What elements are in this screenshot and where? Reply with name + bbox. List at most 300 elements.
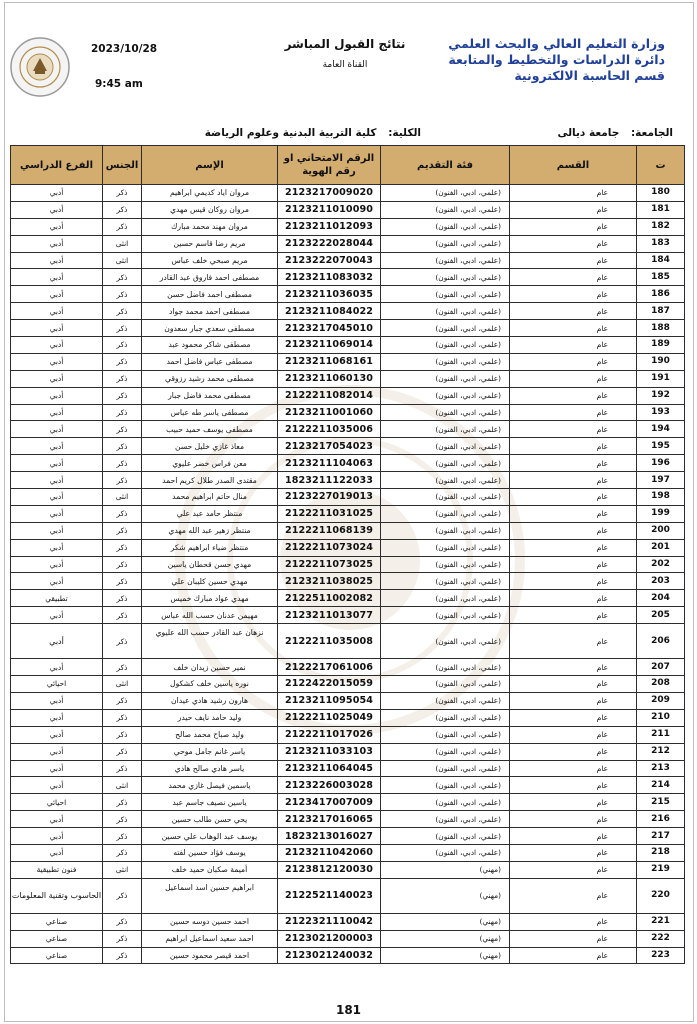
cell-branch: أدبي <box>11 828 103 845</box>
cell-name: يوسف فؤاد حسين لفته <box>142 844 278 861</box>
university-value: جامعة ديالى <box>557 127 620 139</box>
table-row <box>11 624 685 659</box>
cell-name: ياسر هادي صالح هادي <box>142 760 278 777</box>
cell-branch: أدبي <box>11 489 103 506</box>
cell-exam-no: 2123211010090 <box>278 201 381 218</box>
cell-category: (علمي، ادبي، الفنون) <box>381 489 510 506</box>
cell-branch: أدبي <box>11 726 103 743</box>
cell-category: (علمي، ادبي، الفنون) <box>381 235 510 252</box>
cell-dept: عام <box>510 252 637 269</box>
cell-branch: أدبي <box>11 185 103 202</box>
cell-gender: ذكر <box>103 743 142 760</box>
table-row <box>11 913 685 930</box>
cell-dept: عام <box>510 861 637 878</box>
cell-exam-no: 2123211069014 <box>278 337 381 354</box>
cell-gender: ذكر <box>103 353 142 370</box>
cell-branch: أدبي <box>11 472 103 489</box>
cell-dept: عام <box>510 404 637 421</box>
cell-exam-no: 2123211042060 <box>278 844 381 861</box>
header-ministry-block <box>425 36 665 84</box>
cell-branch: أدبي <box>11 539 103 556</box>
cell-name: مصطفى يوسف حميد حبيب <box>142 421 278 438</box>
cell-gender: ذكر <box>103 404 142 421</box>
table-row <box>11 947 685 964</box>
cell-exam-no: 2123021200003 <box>278 930 381 947</box>
cell-branch: أدبي <box>11 421 103 438</box>
cell-exam-no: 2122217061006 <box>278 659 381 676</box>
table-row <box>11 320 685 337</box>
cell-name: نمير حسين زيدان خلف <box>142 659 278 676</box>
cell-category: (علمي، ادبي، الفنون) <box>381 573 510 590</box>
cell-name: مهدي حسين كليبان علي <box>142 573 278 590</box>
cell-dept: عام <box>510 777 637 794</box>
cell-name: مصطفى احمد فاروق عبد القادر <box>142 269 278 286</box>
cell-category: (علمي، ادبي، الفنون) <box>381 320 510 337</box>
cell-name: مصطفى محمد فاضل جبار <box>142 387 278 404</box>
cell-exam-no: 2122211017026 <box>278 726 381 743</box>
cell-name: احمد قيصر محمود حسين <box>142 947 278 964</box>
cell-gender: ذكر <box>103 878 142 913</box>
cell-gender: ذكر <box>103 760 142 777</box>
cell-gender: ذكر <box>103 320 142 337</box>
cell-dept: عام <box>510 455 637 472</box>
cell-exam-no: 2123211104063 <box>278 455 381 472</box>
cell-category: (علمي، ادبي، الفنون) <box>381 811 510 828</box>
cell-gender: ذكر <box>103 472 142 489</box>
header-datetime <box>91 43 157 90</box>
cell-dept: عام <box>510 438 637 455</box>
table-row <box>11 709 685 726</box>
cell-branch: أدبي <box>11 286 103 303</box>
cell-exam-no: 2123211084022 <box>278 303 381 320</box>
cell-category: (علمي، ادبي، الفنون) <box>381 607 510 624</box>
cell-dept: عام <box>510 676 637 693</box>
table-row <box>11 743 685 760</box>
cell-dept: عام <box>510 659 637 676</box>
cell-branch: أدبي <box>11 811 103 828</box>
cell-name: نزهان عبد القادر حسب الله عليوي <box>142 624 278 659</box>
cell-dept: عام <box>510 844 637 861</box>
college-value: كلية التربية البدنية وعلوم الرياضة <box>204 127 377 139</box>
cell-no: 188 <box>637 320 685 337</box>
cell-gender: ذكر <box>103 337 142 354</box>
cell-branch: أدبي <box>11 337 103 354</box>
cell-gender: ذكر <box>103 947 142 964</box>
cell-name: مصطفى شاكر محمود عبد <box>142 337 278 354</box>
cell-no: 206 <box>637 624 685 659</box>
cell-exam-no: 2122521140023 <box>278 878 381 913</box>
cell-no: 213 <box>637 760 685 777</box>
cell-name: يوسف عبد الوهاب علي حسين <box>142 828 278 845</box>
cell-name: منتظر زهير عبد الله مهدي <box>142 522 278 539</box>
channel-subtitle: القناة العامة <box>322 60 368 70</box>
cell-no: 204 <box>637 590 685 607</box>
cell-category: (علمي، ادبي، الفنون) <box>381 692 510 709</box>
cell-branch: أدبي <box>11 573 103 590</box>
cell-no: 203 <box>637 573 685 590</box>
cell-no: 181 <box>637 201 685 218</box>
cell-dept: عام <box>510 913 637 930</box>
cell-name: يحي حسن طالب حسين <box>142 811 278 828</box>
cell-branch: أدبي <box>11 320 103 337</box>
cell-gender: ذكر <box>103 438 142 455</box>
cell-branch: أدبي <box>11 607 103 624</box>
cell-name: مهيمن عدنان حسب الله عباس <box>142 607 278 624</box>
cell-gender: ذكر <box>103 607 142 624</box>
cell-exam-no: 2123211012093 <box>278 218 381 235</box>
ministry-name: وزارة التعليم العالي والبحث العلمي <box>448 36 665 51</box>
cell-name: وليد صباح محمد صالح <box>142 726 278 743</box>
cell-exam-no: 2123211068161 <box>278 353 381 370</box>
cell-exam-no: 2123211060130 <box>278 370 381 387</box>
cell-no: 207 <box>637 659 685 676</box>
cell-name: مروان اياد كديمي ابراهيم <box>142 185 278 202</box>
cell-no: 191 <box>637 370 685 387</box>
cell-name: مريم صبحي خلف عباس <box>142 252 278 269</box>
cell-dept: عام <box>510 201 637 218</box>
cell-exam-no: 2123217045010 <box>278 320 381 337</box>
cell-no: 185 <box>637 269 685 286</box>
cell-name: منتظر حامد عبد علي <box>142 505 278 522</box>
cell-gender: ذكر <box>103 539 142 556</box>
cell-exam-no: 2123222028044 <box>278 235 381 252</box>
cell-category: (علمي، ادبي، الفنون) <box>381 522 510 539</box>
table-row <box>11 235 685 252</box>
cell-name: احمد سعيد اسماعيل ابراهيم <box>142 930 278 947</box>
cell-branch: أدبي <box>11 353 103 370</box>
cell-dept: عام <box>510 556 637 573</box>
cell-name: ياسر غانم جامل موحي <box>142 743 278 760</box>
cell-exam-no: 2123211001060 <box>278 404 381 421</box>
table-row <box>11 303 685 320</box>
cell-no: 180 <box>637 185 685 202</box>
cell-gender: ذكر <box>103 590 142 607</box>
cell-branch: صناعي <box>11 947 103 964</box>
cell-exam-no: 2122321110042 <box>278 913 381 930</box>
cell-name: مهدي عواد مبارك خميس <box>142 590 278 607</box>
cell-name: مصطفى محمد رشيد رزوقي <box>142 370 278 387</box>
table-row <box>11 421 685 438</box>
cell-category: (علمي، ادبي، الفنون) <box>381 387 510 404</box>
table-row <box>11 777 685 794</box>
cell-category: (علمي، ادبي، الفنون) <box>381 201 510 218</box>
cell-category: (علمي، ادبي، الفنون) <box>381 709 510 726</box>
cell-exam-no: 2122211031025 <box>278 505 381 522</box>
cell-category: (علمي، ادبي، الفنون) <box>381 421 510 438</box>
cell-dept: عام <box>510 573 637 590</box>
cell-no: 186 <box>637 286 685 303</box>
cell-no: 215 <box>637 794 685 811</box>
cell-gender: ذكر <box>103 692 142 709</box>
cell-exam-no: 2123211083032 <box>278 269 381 286</box>
cell-name: مقتدى الصدر طلال كريم احمد <box>142 472 278 489</box>
cell-branch: أدبي <box>11 743 103 760</box>
cell-category: (علمي، ادبي، الفنون) <box>381 726 510 743</box>
cell-exam-no: 2123812120030 <box>278 861 381 878</box>
cell-dept: عام <box>510 930 637 947</box>
cell-branch: الحاسوب وتقنية المعلومات <box>11 878 103 913</box>
cell-gender: انثى <box>103 777 142 794</box>
college-label: الكلية: <box>388 127 421 139</box>
cell-dept: عام <box>510 811 637 828</box>
table-row <box>11 692 685 709</box>
table-row <box>11 505 685 522</box>
cell-gender: انثى <box>103 489 142 506</box>
cell-name: مريم رضا قاسم حسين <box>142 235 278 252</box>
cell-gender: ذكر <box>103 421 142 438</box>
table-row <box>11 370 685 387</box>
table-body <box>11 185 685 964</box>
report-date: 2023/10/28 <box>91 43 158 55</box>
page-number: 181 <box>335 1003 362 1017</box>
cell-branch: أدبي <box>11 505 103 522</box>
cell-no: 196 <box>637 455 685 472</box>
cell-exam-no: 2123211033103 <box>278 743 381 760</box>
cell-gender: ذكر <box>103 269 142 286</box>
table-row <box>11 201 685 218</box>
cell-gender: ذكر <box>103 286 142 303</box>
col-header-exam-no: الرقم الامتحاني او رقم الهوية <box>278 146 381 185</box>
cell-branch: أدبي <box>11 844 103 861</box>
cell-exam-no: 2123417007009 <box>278 794 381 811</box>
cell-name: ياسين نصيف جاسم عبد <box>142 794 278 811</box>
cell-dept: عام <box>510 387 637 404</box>
cell-name: منتظر ضياء ابراهيم شكر <box>142 539 278 556</box>
cell-branch: أدبي <box>11 556 103 573</box>
cell-gender: انثى <box>103 252 142 269</box>
cell-no: 200 <box>637 522 685 539</box>
cell-category: (علمي، ادبي، الفنون) <box>381 624 510 659</box>
table-row <box>11 218 685 235</box>
cell-branch: أدبي <box>11 303 103 320</box>
cell-no: 221 <box>637 913 685 930</box>
cell-branch: أدبي <box>11 692 103 709</box>
cell-dept: عام <box>510 320 637 337</box>
cell-dept: عام <box>510 421 637 438</box>
cell-exam-no: 2123217054023 <box>278 438 381 455</box>
cell-dept: عام <box>510 337 637 354</box>
table-row <box>11 455 685 472</box>
table-row <box>11 404 685 421</box>
cell-exam-no: 2123222070043 <box>278 252 381 269</box>
cell-exam-no: 2123211064045 <box>278 760 381 777</box>
cell-branch: صناعي <box>11 930 103 947</box>
cell-category: (مهني) <box>381 913 510 930</box>
cell-dept: عام <box>510 624 637 659</box>
cell-dept: عام <box>510 505 637 522</box>
table-row <box>11 573 685 590</box>
cell-dept: عام <box>510 286 637 303</box>
cell-category: (علمي، ادبي، الفنون) <box>381 303 510 320</box>
cell-category: (علمي، ادبي، الفنون) <box>381 286 510 303</box>
cell-dept: عام <box>510 489 637 506</box>
cell-branch: أدبي <box>11 269 103 286</box>
cell-name: معن فراس خضر عليوي <box>142 455 278 472</box>
table-row <box>11 607 685 624</box>
table-row <box>11 337 685 354</box>
cell-category: (علمي، ادبي، الفنون) <box>381 556 510 573</box>
cell-name: مصطفى احمد فاضل حسن <box>142 286 278 303</box>
cell-dept: عام <box>510 539 637 556</box>
cell-name: منال حاتم ابراهيم محمد <box>142 489 278 506</box>
cell-exam-no: 2122211073024 <box>278 539 381 556</box>
cell-gender: ذكر <box>103 794 142 811</box>
cell-exam-no: 2122211073025 <box>278 556 381 573</box>
table-row <box>11 828 685 845</box>
cell-dept: عام <box>510 878 637 913</box>
cell-branch: أدبي <box>11 218 103 235</box>
cell-branch: أدبي <box>11 438 103 455</box>
cell-no: 201 <box>637 539 685 556</box>
cell-name: هارون رشيد هادي عيدان <box>142 692 278 709</box>
cell-exam-no: 2122511002082 <box>278 590 381 607</box>
cell-dept: عام <box>510 353 637 370</box>
cell-category: (علمي، ادبي، الفنون) <box>381 218 510 235</box>
cell-exam-no: 2123217009020 <box>278 185 381 202</box>
cell-no: 211 <box>637 726 685 743</box>
cell-no: 208 <box>637 676 685 693</box>
cell-category: (علمي، ادبي، الفنون) <box>381 659 510 676</box>
cell-no: 183 <box>637 235 685 252</box>
table-row <box>11 353 685 370</box>
table-row <box>11 472 685 489</box>
table-row <box>11 286 685 303</box>
university-label: الجامعة: <box>630 127 673 139</box>
table-row <box>11 489 685 506</box>
cell-exam-no: 2123211038025 <box>278 573 381 590</box>
cell-dept: عام <box>510 709 637 726</box>
cell-category: (علمي، ادبي، الفنون) <box>381 269 510 286</box>
cell-category: (علمي، ادبي، الفنون) <box>381 743 510 760</box>
cell-category: (علمي، ادبي، الفنون) <box>381 505 510 522</box>
cell-branch: أدبي <box>11 455 103 472</box>
directorate-name: دائرة الدراسات والتخطيط والمتابعة <box>448 52 665 67</box>
cell-no: 210 <box>637 709 685 726</box>
cell-branch: أدبي <box>11 522 103 539</box>
cell-gender: ذكر <box>103 505 142 522</box>
table-row <box>11 185 685 202</box>
table-row <box>11 387 685 404</box>
cell-no: 217 <box>637 828 685 845</box>
cell-gender: ذكر <box>103 811 142 828</box>
cell-branch: فنون تطبيقية <box>11 861 103 878</box>
cell-category: (علمي، ادبي، الفنون) <box>381 777 510 794</box>
cell-no: 218 <box>637 844 685 861</box>
cell-name: احمد حسين دوسه حسين <box>142 913 278 930</box>
cell-branch: أدبي <box>11 404 103 421</box>
cell-category: (علمي، ادبي، الفنون) <box>381 590 510 607</box>
cell-no: 198 <box>637 489 685 506</box>
table-row <box>11 844 685 861</box>
col-header-name: الإسم <box>142 146 278 185</box>
table-row <box>11 811 685 828</box>
cell-no: 222 <box>637 930 685 947</box>
cell-dept: عام <box>510 522 637 539</box>
cell-branch: أدبي <box>11 252 103 269</box>
cell-dept: عام <box>510 947 637 964</box>
cell-no: 194 <box>637 421 685 438</box>
cell-category: (علمي، ادبي، الفنون) <box>381 370 510 387</box>
cell-category: (علمي، ادبي، الفنون) <box>381 337 510 354</box>
table-header-row <box>11 146 685 185</box>
cell-branch: تطبيقي <box>11 590 103 607</box>
cell-gender: ذكر <box>103 709 142 726</box>
cell-exam-no: 2123211013077 <box>278 607 381 624</box>
cell-no: 223 <box>637 947 685 964</box>
cell-branch: أدبي <box>11 709 103 726</box>
cell-no: 193 <box>637 404 685 421</box>
cell-dept: عام <box>510 743 637 760</box>
table-row <box>11 590 685 607</box>
college-info <box>205 127 421 139</box>
cell-gender: ذكر <box>103 455 142 472</box>
cell-category: (علمي، ادبي، الفنون) <box>381 353 510 370</box>
table-row <box>11 794 685 811</box>
cell-no: 190 <box>637 353 685 370</box>
department-name: قسم الحاسبة الالكترونية <box>514 68 665 83</box>
cell-branch: أدبي <box>11 201 103 218</box>
cell-name: معاذ غازي خليل حسن <box>142 438 278 455</box>
cell-gender: انثى <box>103 861 142 878</box>
cell-name: ابراهيم حسين اسد اسماعيل <box>142 878 278 913</box>
cell-no: 220 <box>637 878 685 913</box>
cell-gender: ذكر <box>103 844 142 861</box>
cell-no: 195 <box>637 438 685 455</box>
cell-no: 205 <box>637 607 685 624</box>
cell-gender: ذكر <box>103 828 142 845</box>
cell-branch: أدبي <box>11 777 103 794</box>
cell-category: (علمي، ادبي، الفنون) <box>381 760 510 777</box>
cell-exam-no: 2122211082014 <box>278 387 381 404</box>
cell-branch: أدبي <box>11 760 103 777</box>
table-row <box>11 522 685 539</box>
cell-exam-no: 2123211036035 <box>278 286 381 303</box>
table-row <box>11 269 685 286</box>
cell-no: 189 <box>637 337 685 354</box>
cell-exam-no: 2123226003028 <box>278 777 381 794</box>
table-row <box>11 861 685 878</box>
cell-dept: عام <box>510 828 637 845</box>
cell-category: (علمي، ادبي، الفنون) <box>381 539 510 556</box>
cell-branch: أدبي <box>11 624 103 659</box>
cell-dept: عام <box>510 218 637 235</box>
results-table <box>10 145 685 964</box>
page-title: نتائج القبول المباشر <box>284 37 406 51</box>
cell-gender: ذكر <box>103 303 142 320</box>
cell-exam-no: 1823213016027 <box>278 828 381 845</box>
cell-name: ياسمين فيصل غازي محمد <box>142 777 278 794</box>
cell-category: (علمي، ادبي، الفنون) <box>381 844 510 861</box>
cell-no: 197 <box>637 472 685 489</box>
cell-no: 199 <box>637 505 685 522</box>
cell-dept: عام <box>510 607 637 624</box>
cell-no: 219 <box>637 861 685 878</box>
cell-category: (مهني) <box>381 947 510 964</box>
cell-gender: ذكر <box>103 624 142 659</box>
cell-exam-no: 2123227019013 <box>278 489 381 506</box>
table-row <box>11 726 685 743</box>
cell-gender: ذكر <box>103 573 142 590</box>
cell-exam-no: 2122211025049 <box>278 709 381 726</box>
cell-no: 214 <box>637 777 685 794</box>
col-header-no: ت <box>637 146 685 185</box>
cell-name: مهدي حسن قحطان ياسين <box>142 556 278 573</box>
cell-category: (مهني) <box>381 878 510 913</box>
cell-gender: ذكر <box>103 930 142 947</box>
cell-gender: ذكر <box>103 185 142 202</box>
cell-name: مروان مهند محمد مبارك <box>142 218 278 235</box>
cell-branch: أدبي <box>11 387 103 404</box>
